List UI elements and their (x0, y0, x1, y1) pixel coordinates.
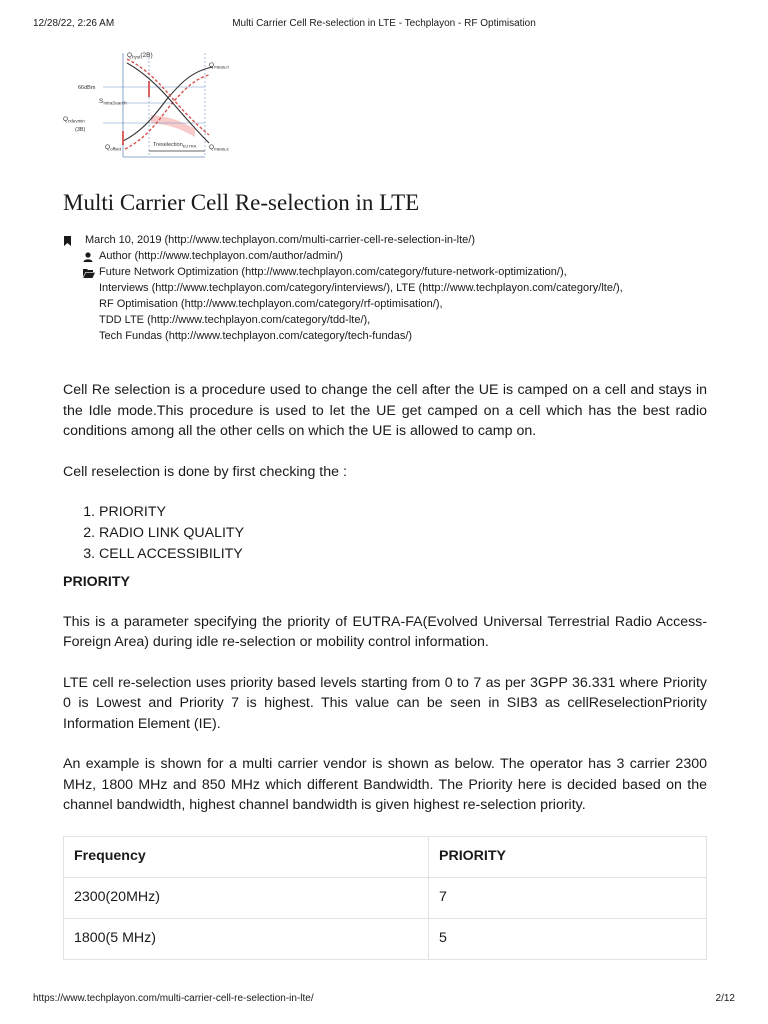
rising-curve (123, 67, 213, 141)
priority-paragraph-1: This is a parameter specifying the priority of EUTRA-FA(Evolved Universal Terrestrial Radio Access-Foreign Area) during idle re-selection or mobility control information. (63, 613, 707, 650)
category-link[interactable]: Interviews (http://www.techplayon.com/category/interviews/), LTE (http://www.techplayon.com/category/lte/), (99, 282, 623, 294)
author-row (63, 248, 623, 264)
check-intro: Cell reselection is done by first checking the : (63, 463, 347, 480)
author-link[interactable]: Author (http://www.techplayon.com/author/admin/) (99, 250, 343, 262)
table-cell: 5 (429, 918, 707, 959)
table-header-row (64, 836, 707, 877)
band-area (151, 115, 195, 137)
level-left-label: 66dBm (78, 85, 96, 91)
q-rxlev-label: $Q_{rxlevmin}$ (63, 116, 85, 124)
priority-heading: PRIORITY (63, 574, 131, 590)
table-header-cell: PRIORITY (429, 836, 707, 877)
category-link[interactable]: RF Optimisation (http://www.techplayon.com/category/rf-optimisation/), (99, 298, 443, 310)
s-intra-label: $S_{IntraSearch}$ (99, 98, 127, 106)
treselection-label: Treselection$_{EUTRA}$ (153, 142, 197, 149)
list-item: 2. RADIO LINK QUALITY (99, 523, 707, 544)
list-item: 3. CELL ACCESSIBILITY (99, 544, 707, 565)
q-rxlev-value: (3B) (75, 127, 86, 133)
folder-open-icon (83, 267, 95, 283)
footer-url: https://www.techplayon.com/multi-carrier-cell-re-selection-in-lte/ (33, 993, 314, 1004)
article-meta (63, 232, 623, 344)
list-item: 1. PRIORITY (99, 502, 707, 523)
priority-paragraph-3: An example is shown for a multi carrier vendor is shown as below. The operator has 3 carrier 2300 MHz, 1800 MHz and 850 MHz which different Bandwidth. The Priority here is decided based on the channel bandwidth, highest channel bandwidth is given highest re-selection priority. (63, 756, 707, 813)
date-link[interactable]: March 10, 2019 (http://www.techplayon.com/multi-carrier-cell-re-selection-in-lte/) (85, 234, 476, 246)
q-meas-top-label: $Q_{meas,n}$ (209, 62, 229, 70)
article-body (63, 380, 707, 960)
table-cell: 7 (429, 877, 707, 918)
q-offset-label: $Q_{offset}$ (105, 144, 121, 152)
article-title: Multi Carrier Cell Re-selection in LTE (63, 190, 420, 215)
q-hyst-label: $Q_{hyst}(2B)$ (127, 52, 153, 60)
categories-row (63, 264, 623, 344)
category-link[interactable]: Tech Fundas (http://www.techplayon.com/category/tech-fundas/) (99, 330, 413, 342)
category-link[interactable]: Future Network Optimization (http://www.techplayon.com/category/future-network-optimization/), (99, 266, 567, 278)
intro-paragraph: Cell Re selection is a procedure used to change the cell after the UE is camped on a cell and stays in the Idle mode.This procedure is used to let the UE get camped on a cell which has the best radio conditions among all the other cells on which the UE is allowed to camp on. (63, 382, 707, 439)
print-page-title: Multi Carrier Cell Re-selection in LTE - Techplayon - RF Optimisation (232, 18, 536, 29)
table-row (64, 877, 707, 918)
print-datetime: 12/28/22, 2:26 AM (33, 18, 115, 29)
table-header-cell: Frequency (64, 836, 429, 877)
rising-red-curve (125, 75, 209, 149)
category-link[interactable]: TDD LTE (http://www.techplayon.com/category/tdd-lte/), (99, 314, 371, 326)
table-cell: 2300(20MHz) (64, 877, 429, 918)
priority-table (63, 836, 707, 960)
table-cell: 1800(5 MHz) (64, 918, 429, 959)
footer-page-number: 2/12 (715, 993, 735, 1004)
q-meas-bottom-label: $Q_{meas,s}$ (209, 144, 229, 152)
check-list (63, 502, 707, 565)
priority-paragraph-2: LTE cell re-selection uses priority based levels starting from 0 to 7 as per 3GPP 36.331 where Priority 0 is Lowest and Priority 7 is highest. This value can be seen in SIB3 as cellReselectionPriority Information Element (IE). (63, 674, 707, 732)
date-row (63, 232, 623, 248)
table-row (64, 918, 707, 959)
reselection-diagram (63, 45, 263, 165)
